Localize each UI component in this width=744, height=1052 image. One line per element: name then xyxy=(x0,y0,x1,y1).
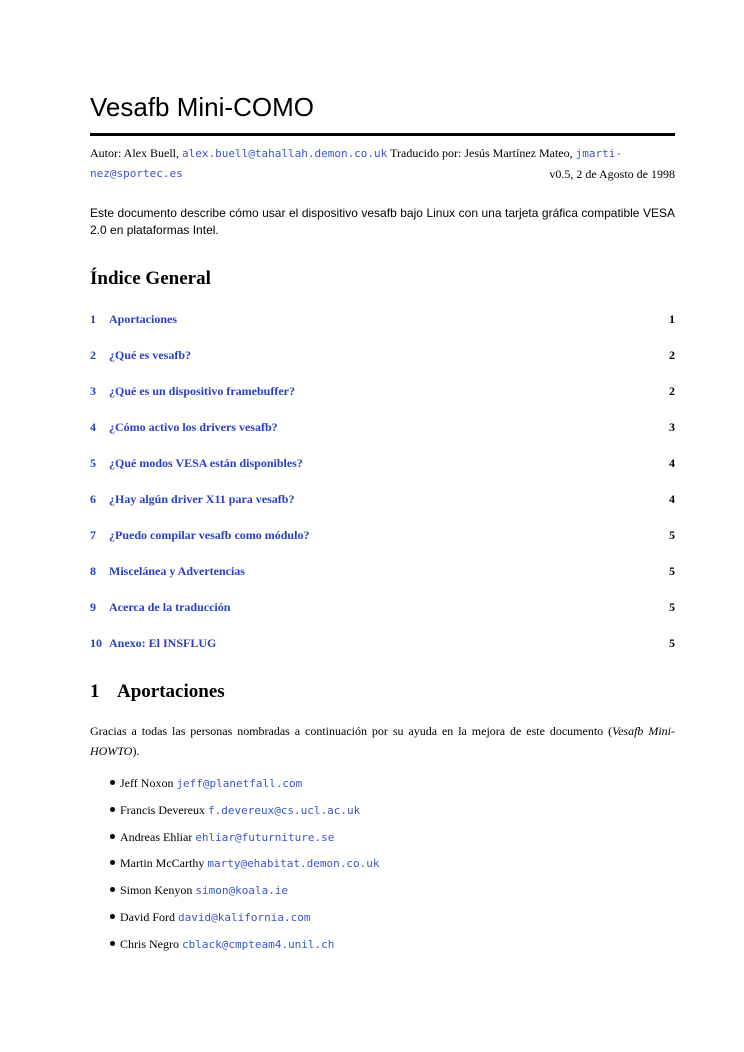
toc-item-page: 1 xyxy=(669,312,675,326)
title-rule xyxy=(90,133,675,136)
bullet-icon xyxy=(110,807,115,812)
contributor-name: Jeff Noxon xyxy=(120,776,174,790)
bullet-icon xyxy=(110,914,115,919)
contributors-list xyxy=(90,773,675,961)
list-item xyxy=(90,934,675,961)
contributor-name: Martin McCarthy xyxy=(120,856,205,871)
toc-heading: Índice General xyxy=(90,268,211,289)
toc-item-label[interactable]: ¿Qué es un dispositivo framebuffer? xyxy=(109,384,295,398)
toc-item-page: 5 xyxy=(669,636,675,650)
toc-item-number: 4 xyxy=(90,420,96,434)
paragraph-text-end: ). xyxy=(132,744,140,758)
toc-item-label[interactable]: Aportaciones xyxy=(109,312,177,326)
toc-item-number: 8 xyxy=(90,564,96,578)
toc-item[interactable] xyxy=(90,635,675,671)
toc-item-page: 5 xyxy=(669,600,675,614)
section-number: 1 xyxy=(90,681,100,702)
bullet-icon xyxy=(110,941,115,946)
toc-item-number: 6 xyxy=(90,492,96,506)
toc-item-number: 9 xyxy=(90,600,96,614)
list-item xyxy=(90,800,675,827)
toc-item-page: 3 xyxy=(669,420,675,434)
author-label: Autor: Alex Buell, xyxy=(90,146,179,160)
toc-item-page: 2 xyxy=(669,384,675,398)
document-title: Vesafb Mini-COMO xyxy=(90,92,314,122)
table-of-contents xyxy=(90,311,675,671)
toc-item-page: 4 xyxy=(669,456,675,470)
bullet-icon xyxy=(110,834,115,839)
version-date: v0.5, 2 de Agosto de 1998 xyxy=(549,167,675,181)
toc-item-label[interactable]: ¿Cómo activo los drivers vesafb? xyxy=(109,420,278,434)
contributor-email-link[interactable]: f.devereux@cs.ucl.ac.uk xyxy=(207,803,361,817)
translator-email-link-part1[interactable]: jmarti- xyxy=(575,147,622,160)
meta-row-1 xyxy=(90,143,675,164)
toc-item-page: 4 xyxy=(669,492,675,506)
contributor-email-link[interactable]: ehliar@futurniture.se xyxy=(195,830,335,844)
toc-item[interactable] xyxy=(90,383,675,419)
toc-item-label[interactable]: ¿Qué modos VESA están disponibles? xyxy=(109,456,303,470)
translator-label: Traducido por: Jesús Martínez Mateo, xyxy=(390,146,573,160)
section-title: Aportaciones xyxy=(117,681,225,702)
abstract: Este documento describe cómo usar el dispositivo vesafb bajo Linux con una tarjeta gráfica compatible VESA 2.0 en plataformas Intel. xyxy=(90,206,675,237)
contributor-email-link[interactable]: marty@ehabitat.demon.co.uk xyxy=(207,857,380,871)
paragraph-italic-title: Vesafb Mini-HOWTO xyxy=(90,724,676,758)
toc-item[interactable] xyxy=(90,563,675,599)
toc-item-label[interactable]: ¿Hay algún driver X11 para vesafb? xyxy=(109,492,295,506)
toc-item-page: 5 xyxy=(669,564,675,578)
list-item xyxy=(90,880,675,907)
toc-item[interactable] xyxy=(90,491,675,527)
section-paragraph xyxy=(90,721,675,761)
toc-item-label[interactable]: Anexo: El INSFLUG xyxy=(109,636,217,650)
bullet-icon xyxy=(110,780,115,785)
toc-item[interactable] xyxy=(90,455,675,491)
translator-email-link-part2[interactable]: nez@sportec.es xyxy=(90,167,183,180)
contributor-email-link[interactable]: david@kalifornia.com xyxy=(178,910,311,924)
contributor-name: David Ford xyxy=(120,909,175,924)
author-email-link[interactable]: alex.buell@tahallah.demon.co.uk xyxy=(182,147,388,160)
toc-item-page: 5 xyxy=(669,528,675,542)
toc-item-label[interactable]: ¿Puedo compilar vesafb como módulo? xyxy=(109,528,310,542)
toc-item[interactable] xyxy=(90,599,675,635)
section-heading xyxy=(90,681,225,703)
bullet-icon xyxy=(110,887,115,892)
list-item xyxy=(90,853,675,880)
bullet-icon xyxy=(110,860,115,865)
list-item xyxy=(90,907,675,934)
toc-item-number: 1 xyxy=(90,312,96,326)
paragraph-text: Gracias a todas las personas nombradas a continuación por su ayuda en la mejora de este documento ( xyxy=(90,724,613,738)
contributor-email-link[interactable]: jeff@planetfall.com xyxy=(176,777,303,790)
list-item xyxy=(90,827,675,854)
toc-item[interactable] xyxy=(90,527,675,563)
contributor-name: Andreas Ehliar xyxy=(120,829,193,844)
toc-item-page: 2 xyxy=(669,348,675,362)
contributor-name: Simon Kenyon xyxy=(120,883,193,898)
contributor-name: Francis Devereux xyxy=(120,802,205,817)
toc-item-label[interactable]: Acerca de la traducción xyxy=(109,600,231,614)
toc-item-number: 5 xyxy=(90,456,96,470)
contributor-email-link[interactable]: simon@koala.ie xyxy=(195,884,289,898)
toc-item[interactable] xyxy=(90,419,675,455)
meta-row-2 xyxy=(90,164,675,184)
toc-item-number: 10 xyxy=(90,636,102,650)
document-meta xyxy=(90,143,675,184)
toc-item-number: 3 xyxy=(90,384,96,398)
toc-item[interactable] xyxy=(90,347,675,383)
contributor-name: Chris Negro xyxy=(120,936,179,951)
contributor-email-link[interactable]: cblack@cmpteam4.unil.ch xyxy=(182,937,335,951)
toc-item-number: 2 xyxy=(90,348,96,362)
toc-item-label[interactable]: ¿Qué es vesafb? xyxy=(109,348,191,362)
toc-item[interactable] xyxy=(90,311,675,347)
toc-item-number: 7 xyxy=(90,528,96,542)
list-item xyxy=(90,773,675,800)
toc-item-label[interactable]: Miscelánea y Advertencias xyxy=(109,564,245,578)
